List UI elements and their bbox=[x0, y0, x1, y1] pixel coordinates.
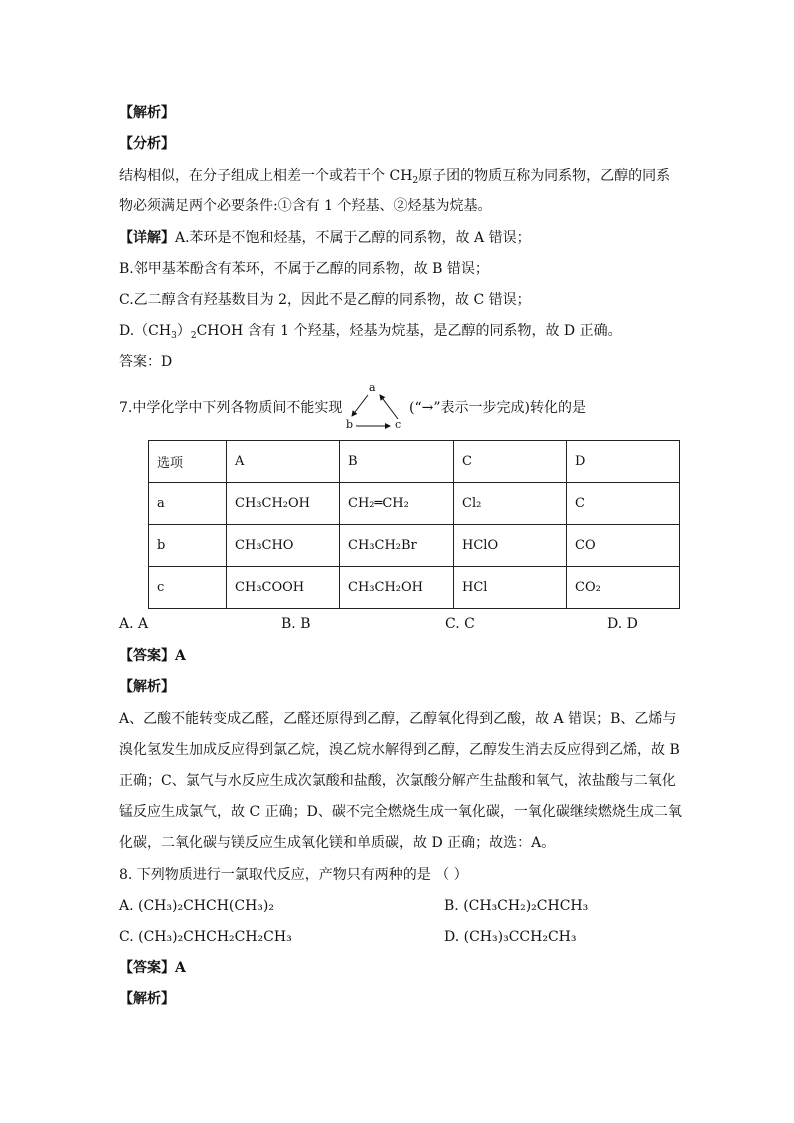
detail-d-part: ） bbox=[176, 323, 191, 339]
choice-b: B. B bbox=[281, 616, 311, 632]
analysis-heading: 【解析】 bbox=[119, 105, 175, 121]
header-cell: B bbox=[340, 441, 454, 483]
choice-c: C. C bbox=[445, 616, 475, 632]
table-cell: CH₃CH₂Br bbox=[340, 525, 454, 567]
answer-line: 答案：D bbox=[119, 354, 173, 370]
q7-explanation-line: 溴化氢发生加成反应得到氯乙烷，溴乙烷水解得到乙醇，乙醇发生消去反应得到乙烯，故 B bbox=[119, 742, 680, 758]
q7-explanation-line: 化碳，二氧化碳与镁反应生成氧化镁和单质碳，故 D 正确；故选：A。 bbox=[119, 835, 556, 851]
fenxi-heading: 【分析】 bbox=[119, 136, 175, 152]
table-cell: Cl₂ bbox=[454, 483, 567, 525]
fenxi-text-part: 结构相似，在分子组成上相差一个或若干个 CH bbox=[119, 168, 413, 184]
detail-d-part: CHOH 含有 1 个羟基，烃基为烷基，是乙醇的同系物，故 D 正确。 bbox=[196, 323, 622, 339]
conversion-diagram bbox=[342, 383, 410, 433]
q8-option-d: D. (CH₃)₃CCH₂CH₃ bbox=[444, 929, 577, 945]
q8-option-c: C. (CH₃)₂CHCH₂CH₂CH₃ bbox=[119, 929, 292, 945]
q7-answer bbox=[119, 647, 186, 665]
row-label: b bbox=[149, 525, 227, 567]
choice-d: D. D bbox=[607, 616, 638, 632]
subscript: 2 bbox=[190, 331, 197, 341]
q7-answer-text: 【答案】A bbox=[119, 648, 186, 664]
detail-b-line: B.邻甲基苯酚含有苯环，不属于乙醇的同系物，故 B 错误； bbox=[119, 261, 489, 277]
header-cell: A bbox=[227, 441, 340, 483]
table-cell: CO bbox=[567, 525, 680, 567]
q7-explanation-line: 锰反应生成氯气，故 C 正确；D、碳不完全燃烧生成一氧化碳，一氧化碳继续燃烧生成二氧 bbox=[119, 804, 682, 820]
detail-a-line bbox=[119, 229, 531, 247]
table-cell: CH₃CH₂OH bbox=[227, 483, 340, 525]
subscript: 3 bbox=[171, 331, 177, 341]
question-7-choices bbox=[119, 616, 679, 634]
detail-d-part: D.（CH bbox=[119, 323, 172, 339]
detail-a-text: A.苯环是不饱和烃基，不属于乙醇的同系物，故 A 错误； bbox=[175, 230, 531, 246]
arrow-a-to-b bbox=[352, 395, 368, 416]
subscript: 2 bbox=[412, 176, 419, 186]
fenxi-text-part: 原子团的物质互称为同系物，乙醇的同系 bbox=[418, 168, 671, 184]
fenxi-text-line-1 bbox=[119, 167, 670, 185]
table-cell: HClO bbox=[454, 525, 567, 567]
diagram-node-c: c bbox=[395, 418, 402, 431]
detail-d-line bbox=[119, 322, 622, 340]
fenxi-text-line-2: 物必须满足两个必要条件:①含有 1 个羟基、②烃基为烷基。 bbox=[119, 198, 492, 214]
question-8-stem: 8. 下列物质进行一氯取代反应，产物只有两种的是 （ ） bbox=[119, 867, 468, 883]
table-cell: CH₂═CH₂ bbox=[340, 483, 454, 525]
q8-option-b: B. (CH₃CH₂)₂CHCH₃ bbox=[444, 898, 589, 914]
q7-explanation-line: 正确；C、氯气与水反应生成次氯酸和盐酸，次氯酸分解产生盐酸和氧气，浓盐酸与二氧化 bbox=[119, 773, 676, 789]
table-cell: CH₃COOH bbox=[227, 567, 340, 609]
detail-label: 【详解】 bbox=[119, 230, 175, 246]
table-row bbox=[149, 567, 680, 609]
question-7-stem-suffix: (“→”表示一步完成)转化的是 bbox=[409, 400, 586, 416]
table-cell: HCl bbox=[454, 567, 567, 609]
table-cell: CH₃CH₂OH bbox=[340, 567, 454, 609]
q7-explanation-line: A、乙酸不能转变成乙醛，乙醛还原得到乙醇，乙醇氧化得到乙酸，故 A 错误；B、乙烯与 bbox=[119, 711, 677, 727]
diagram-node-b: b bbox=[346, 418, 354, 431]
row-label: c bbox=[149, 567, 227, 609]
arrow-c-to-a bbox=[380, 395, 398, 419]
table-header-row bbox=[149, 441, 680, 483]
choice-a: A. A bbox=[119, 616, 149, 632]
table-row bbox=[149, 525, 680, 567]
header-cell: C bbox=[454, 441, 567, 483]
q8-answer: 【答案】A bbox=[119, 960, 186, 976]
options-table bbox=[148, 440, 680, 609]
analysis-heading: 【解析】 bbox=[119, 991, 175, 1007]
header-cell: 选项 bbox=[149, 441, 227, 483]
diagram-node-a: a bbox=[369, 381, 376, 394]
header-cell: D bbox=[567, 441, 680, 483]
table-row bbox=[149, 483, 680, 525]
row-label: a bbox=[149, 483, 227, 525]
table-cell: CH₃CHO bbox=[227, 525, 340, 567]
detail-c-line: C.乙二醇含有羟基数目为 2，因此不是乙醇的同系物，故 C 错误； bbox=[119, 292, 531, 308]
analysis-heading: 【解析】 bbox=[119, 679, 175, 695]
table-cell: CO₂ bbox=[567, 567, 680, 609]
q8-option-a: A. (CH₃)₂CHCH(CH₃)₂ bbox=[119, 898, 274, 914]
question-7-stem-prefix: 7.中学化学中下列各物质间不能实现 bbox=[119, 400, 343, 416]
table-cell: C bbox=[567, 483, 680, 525]
